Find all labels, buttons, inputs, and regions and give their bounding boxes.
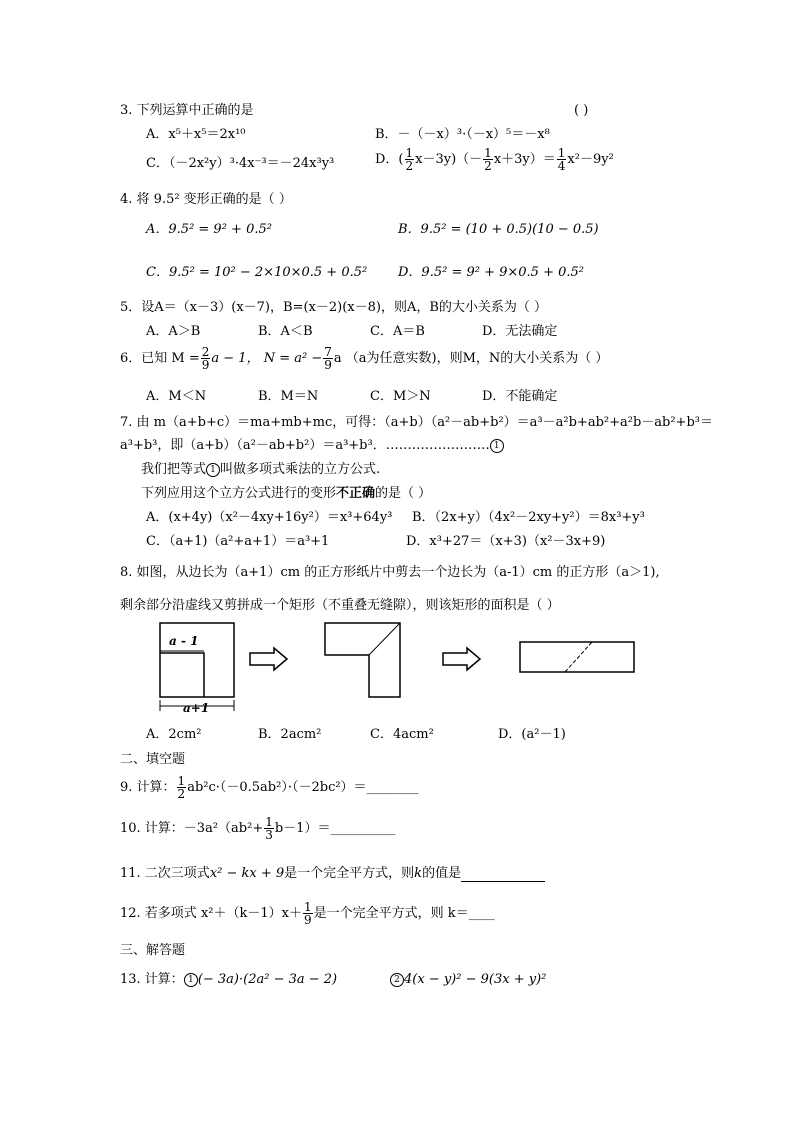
q9-post: ab²c·（－0.5ab²）·（－2bc²）＝ — [187, 780, 367, 795]
q5-option-b: B．A＜B — [258, 324, 313, 339]
numerator: 1 — [484, 146, 492, 160]
q8-line2: 剩余部分沿虚线又剪拼成一个矩形（不重叠无缝隙），则该矩形的面积是（ ） — [120, 598, 560, 613]
q3-option-b: B．－（－x）³·（－x）⁵＝－x⁸ — [375, 127, 550, 142]
q6-option-c: C．M＞N — [370, 389, 431, 404]
q6-option-a: A．M＜N — [146, 389, 207, 404]
q9-pre: 9. 计算： — [120, 780, 176, 795]
q13 — [120, 972, 337, 988]
denominator: 9 — [303, 913, 312, 927]
q11-variable: k — [414, 866, 423, 881]
q4-option-a: A．9.5² = 9² + 0.5² — [146, 222, 272, 237]
q12-post: 是一个完全平方式，则 k＝ — [313, 906, 469, 921]
q3-d-mid2: x＋3y）＝ — [493, 152, 556, 167]
numerator: 1 — [265, 815, 273, 829]
answer-blank[interactable]: ________ — [366, 780, 419, 795]
q13-expression-1: (− 3a)·(2a² − 3a − 2) — [197, 972, 338, 987]
q7-line3-pre: 我们把等式 — [141, 462, 207, 477]
fraction — [201, 346, 211, 371]
q5-option-a: A．A＞B — [146, 324, 201, 339]
q6-stem — [120, 346, 608, 371]
q6-post: a （a为任意实数)，则M，N的大小关系为（ ） — [333, 351, 609, 366]
answer-blank[interactable] — [461, 869, 545, 882]
fraction — [303, 901, 313, 926]
q7-line2 — [120, 438, 504, 454]
q8-line1: 8. 如图，从边长为（a+1）cm 的正方形纸片中剪去一个边长为（a-1）cm 的正方形（a＞1), — [120, 565, 660, 580]
fraction — [557, 147, 567, 172]
q4-option-b: B．9.5² = (10 + 0.5)(10 − 0.5) — [398, 222, 599, 237]
circled-marker: 2 — [390, 973, 404, 987]
q11-pre: 11. 二次三项式 — [120, 866, 210, 881]
result-rectangle — [520, 642, 634, 672]
q13-pre: 13. 计算： — [120, 972, 184, 987]
q7-option-c: C．（a+1)（a²+a+1）＝a³+1 — [146, 534, 330, 549]
q10-post: b－1）＝ — [274, 821, 331, 836]
dashed-seam — [565, 642, 592, 672]
q4-option-c: C．9.5² = 10² − 2×10×0.5 + 0.5² — [146, 265, 368, 280]
q7-line3 — [141, 462, 380, 478]
q7-line2-text: a³+b³，即（a+b）（a²－ab+b²）＝a³+b³．…………………… — [120, 438, 490, 453]
answer-blank[interactable]: __________ — [330, 821, 396, 836]
q5-stem: 5．设A＝（x－3）(x－7)，B=(x－2)(x－8)，则A，B的大小关系为（ ） — [120, 300, 548, 315]
q5-option-d: D．无法确定 — [482, 324, 558, 339]
denominator: 4 — [557, 159, 566, 173]
numerator: 1 — [177, 774, 186, 788]
fraction — [405, 147, 415, 172]
fraction — [483, 147, 493, 172]
right-arrow-icon — [443, 648, 480, 670]
numerator: 7 — [324, 345, 332, 359]
denominator: 9 — [324, 358, 332, 372]
q7-line4-post: 的是（ ） — [375, 486, 432, 501]
q7-option-b: B．（2x+y）（4x²－2xy+y²）＝8x³+y³ — [412, 510, 645, 525]
q11-post: 的值是 — [422, 866, 462, 881]
answer-blank[interactable]: ____ — [468, 906, 495, 921]
fraction — [264, 816, 274, 841]
denominator: 2 — [405, 159, 414, 173]
numerator: 2 — [201, 345, 210, 359]
section-heading-fill-in: 二、填空题 — [120, 752, 186, 767]
numerator: 1 — [303, 900, 312, 914]
q3-d-end: x²－9y² — [567, 152, 614, 167]
q4-option-d: D．9.5² = 9² + 9×0.5 + 0.5² — [398, 265, 584, 280]
denominator: 9 — [201, 358, 210, 372]
fraction — [177, 775, 187, 800]
q3-stem: 3. 下列运算中正确的是 — [120, 103, 254, 118]
q7-line1: 7. 由 m（a+b+c）＝ma+mb+mc，可得：（a+b）（a²－ab+b²）＝a³－a²b+ab²+a²b－ab²+b³＝ — [120, 415, 713, 430]
q11-mid: 是一个完全平方式，则 — [284, 866, 415, 881]
cut-line — [369, 623, 400, 655]
q11 — [120, 866, 545, 882]
q8-option-c: C．4acm² — [370, 727, 434, 742]
q12 — [120, 901, 495, 926]
inner-square — [160, 653, 204, 697]
q7-line4-pre: 下列应用这个立方公式进行的变形 — [141, 486, 337, 501]
q11-expression: x² − kx + 9 — [209, 866, 285, 881]
section-heading-solve: 三、解答题 — [120, 943, 186, 958]
q6-pre: 6．已知 M = — [120, 351, 200, 366]
q8-option-b: B．2acm² — [258, 727, 322, 742]
q3-answer-paren: ( ) — [574, 103, 589, 118]
q3-option-a: A．x⁵＋x⁵＝2x¹⁰ — [146, 127, 246, 142]
q4-stem: 4. 将 9.5² 变形正确的是（ ） — [120, 192, 292, 207]
q5-option-c: C．A＝B — [370, 324, 425, 339]
circled-marker: 1 — [206, 463, 220, 477]
circled-marker: 1 — [184, 973, 198, 987]
q6-option-d: D．不能确定 — [482, 389, 558, 404]
denominator: 2 — [177, 787, 186, 801]
circled-marker: 1 — [490, 439, 504, 453]
q3-d-pre: D．( — [375, 152, 404, 167]
q9 — [120, 775, 419, 800]
q7-emphasis: 不正确 — [336, 486, 376, 501]
q12-pre: 12. 若多项式 x²＋（k－1）x＋ — [120, 906, 302, 921]
q10 — [120, 816, 395, 841]
q13-expression-2: 4(x − y)² − 9(3x + y)² — [404, 972, 547, 987]
q3-option-c: C．（－2x²y）³·4x⁻³＝－24x³y³ — [146, 156, 335, 171]
q3-option-d — [375, 147, 614, 172]
q10-pre: 10. 计算：－3a²（ab²+ — [120, 821, 264, 836]
q7-line3-post: 叫做多项式乘法的立方公式. — [220, 462, 381, 477]
q7-option-a: A．(x+4y)（x²－4xy+16y²）＝x³+64y³ — [146, 510, 393, 525]
q7-line4 — [141, 486, 431, 502]
q3-d-mid1: x－3y)（－ — [415, 152, 483, 167]
figure-label-bottom: a+1 — [183, 701, 210, 715]
numerator: 1 — [557, 146, 566, 160]
numerator: 1 — [405, 146, 414, 160]
q13-part2 — [390, 972, 546, 988]
denominator: 2 — [484, 159, 492, 173]
denominator: 3 — [265, 828, 273, 842]
q6-mid: a − 1， N = a² − — [211, 351, 323, 366]
fraction — [323, 346, 333, 371]
q8-figure — [150, 615, 650, 715]
figure-label-top: a - 1 — [169, 634, 199, 648]
right-arrow-icon — [250, 648, 287, 670]
q8-option-d: D．(a²－1) — [498, 727, 566, 742]
q6-option-b: B．M＝N — [258, 389, 319, 404]
q8-option-a: A．2cm² — [146, 727, 202, 742]
q7-option-d: D．x³+27＝（x+3)（x²－3x+9) — [406, 534, 606, 549]
